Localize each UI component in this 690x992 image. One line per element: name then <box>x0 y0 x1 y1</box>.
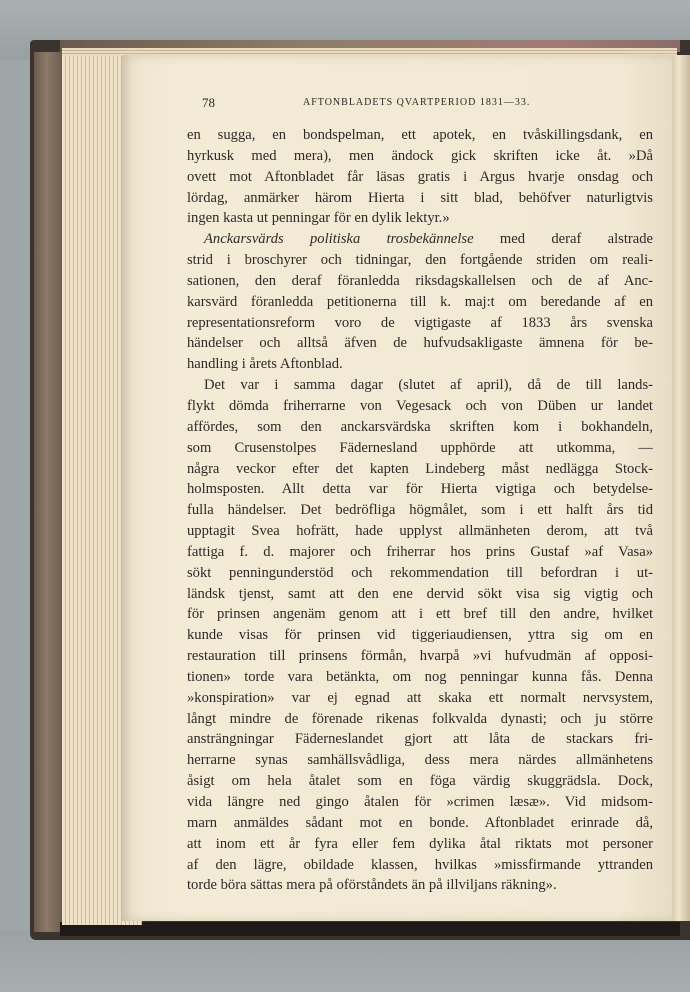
italic-heading: Anckarsvärds politiska trosbekännelse <box>204 231 474 248</box>
text-line: att inom ett år fyra eller fem dylika åtal riktats mot personer <box>187 835 653 852</box>
text-line: upptagit Svea hofrätt, hade upplyst allmänheten derom, att två <box>187 523 653 540</box>
text-line: sökt penningunderstöd och rekommendation till befordran i ut- <box>187 564 653 581</box>
text-line: flykt dömda friherrarne von Vegesack och von Düben ur landet <box>187 397 653 414</box>
page-right-edge <box>672 55 690 921</box>
text-line: åsigt om hela åtalet som en föga värdig skuggrädsla. Dock, <box>187 773 653 790</box>
text-line: lördag, anmärker härom Hierta i sitt blad, behöfver naturligtvis <box>187 189 653 206</box>
text-line: marn anmäldes sådant mot en bonde. Aftonbladet erinrade då, <box>187 814 653 831</box>
text-line: ländsk tjenst, samt att den ene dervid sökt visa sig vigtig och <box>187 585 653 602</box>
running-head <box>187 95 653 125</box>
text-line: Det var i samma dagar (slutet af april), då de till lands- <box>204 377 653 394</box>
text-line: tionen» torde vara betänkta, om nog penningar kunna fås. Denna <box>187 668 653 685</box>
text-line: ovett mot Aftonbladet får läsas gratis i Argus hvarje onsdag och <box>187 168 653 185</box>
text-line: strid i broschyrer och tidningar, den fortgående striden om reali- <box>187 252 653 269</box>
text-line: holmsposten. Allt detta var för Hierta vigtiga och betydelse- <box>187 481 653 498</box>
book-cover-bottom <box>60 922 680 936</box>
text-line: vida längre ned gingo åtalen för »crimen læsæ». Vid midsom- <box>187 794 653 810</box>
text-line: hyrkusk med mera), men ändock gick skriften icke åt. »Då <box>187 147 653 164</box>
text-line: händelser och alltså äfven de hufvudsakligaste ämnena för be- <box>187 335 653 352</box>
text-line: restauration till prinsens förmån, hvarpå »vi hufvudmän af opposi- <box>187 648 653 665</box>
text-line: som Crusenstolpes Fädernesland upphörde att utkomma, — <box>187 439 653 456</box>
text-line: fattiga f. d. majorer och friherrar hos prins Gustaf »af Vasa» <box>187 543 653 560</box>
text-line: »konspiration» var ej egnad att skaka ett normalt nervsystem, <box>187 689 653 706</box>
text-line: af den lägre, obildade klassen, hvilkas »missfirmande yttranden <box>187 856 653 873</box>
text-line: en sugga, en bondspelman, ett apotek, en tvåskillingsdank, en <box>187 127 653 143</box>
running-title: AFTONBLADETS QVARTPERIOD 1831—33. <box>303 97 531 108</box>
text-line: fulla händelser. Det bedröfliga högmålet, som i ett halft års tid <box>187 502 653 519</box>
text-line: affördes, som den anckarsvärdska skriften kom i bokhandeln, <box>187 418 653 435</box>
text-line: kunde visas för prinsen vid tiggeriaudiensen, yttra sig om en <box>187 627 653 644</box>
text-line: långt mindre de förenade rikenas folkvalda dynasti; och ju större <box>187 710 653 727</box>
text-line: ansträngningar Fäderneslandet gjort att låta de stackars fri- <box>187 731 653 748</box>
text-line: för prinsen angenäm genom att i ett bref till den andre, hvilket <box>187 606 653 623</box>
text-line-rest: med deraf alstrade <box>499 231 653 248</box>
text-line: representationsreform voro de vigtigaste af 1833 års svenska <box>187 314 653 331</box>
text-line-with-heading <box>187 229 653 250</box>
text-line: torde böra sättas mera på oförståndets än på illviljans räkning». <box>187 877 557 894</box>
text-line: karsvärd föranledda petitionerna till k. maj:t om beredande af en <box>187 293 653 310</box>
text-line: sationen, den deraf föranledda riksdagskallelsen och de af Anc- <box>187 272 653 289</box>
text-line: ingen kasta ut penningar för en dylik lektyr.» <box>187 210 450 227</box>
text-line: herrarne synas samhällsvådliga, dess mera närdes allmänhetens <box>187 752 653 769</box>
text-line: några veckor efter det kapten Lindeberg måst nedlägga Stock- <box>187 460 653 477</box>
page-number: 78 <box>202 95 215 110</box>
page-text <box>187 95 653 896</box>
text-line: handling i årets Aftonblad. <box>187 356 343 373</box>
